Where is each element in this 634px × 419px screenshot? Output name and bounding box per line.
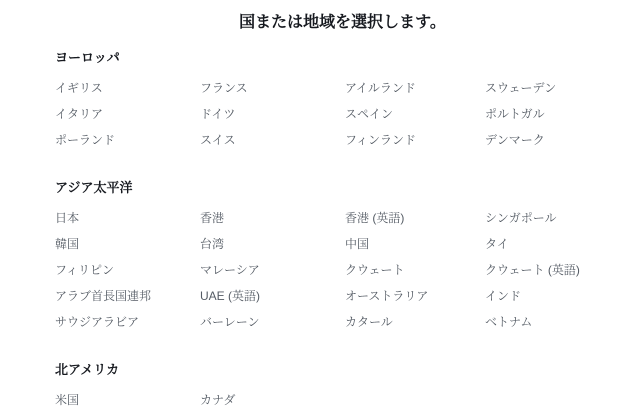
sections-container	[55, 49, 630, 413]
country-link[interactable]: クウェート (英語)	[485, 263, 580, 277]
region-heading: アジア太平洋	[55, 180, 133, 195]
page-title: 国または地域を選択します。	[239, 14, 446, 31]
country-link[interactable]: カタール	[345, 315, 393, 329]
country-link[interactable]: アラブ首長国連邦	[55, 289, 152, 303]
country-link[interactable]: シンガポール	[485, 211, 557, 225]
country-link[interactable]: 米国	[55, 393, 80, 407]
country-link[interactable]: クウェート	[345, 263, 405, 277]
country-link[interactable]: フィリピン	[55, 263, 115, 277]
country-link[interactable]: ドイツ	[200, 107, 236, 121]
country-link[interactable]: フランス	[200, 81, 248, 95]
country-link[interactable]: 中国	[345, 237, 370, 251]
country-link[interactable]: フィンランド	[345, 133, 417, 147]
country-link[interactable]: UAE (英語)	[200, 289, 261, 303]
country-link[interactable]: デンマーク	[485, 133, 545, 147]
country-links-grid	[55, 75, 630, 153]
country-links-grid	[55, 387, 630, 413]
country-link[interactable]: 韓国	[55, 237, 80, 251]
region-heading: 北アメリカ	[55, 362, 120, 377]
country-link[interactable]: アイルランド	[345, 81, 416, 95]
country-link[interactable]: ポーランド	[55, 133, 116, 147]
country-link[interactable]: 香港 (英語)	[345, 211, 405, 225]
country-link[interactable]: サウジアラビア	[55, 315, 140, 329]
country-link[interactable]: オーストラリア	[345, 289, 429, 303]
country-link[interactable]: 台湾	[200, 237, 225, 251]
country-link[interactable]: ポルトガル	[485, 107, 545, 121]
country-links-grid	[55, 205, 630, 335]
country-link[interactable]: インド	[485, 289, 522, 303]
country-link[interactable]: マレーシア	[200, 263, 260, 277]
region-section	[55, 179, 630, 335]
country-link[interactable]: イタリア	[55, 107, 104, 121]
country-link[interactable]: バーレーン	[200, 315, 260, 329]
country-link[interactable]: 日本	[55, 211, 80, 225]
region-section	[55, 361, 630, 413]
country-link[interactable]: スイス	[200, 133, 236, 147]
region-section	[55, 49, 630, 153]
region-heading: ヨーロッパ	[55, 50, 120, 65]
country-link[interactable]: タイ	[485, 237, 509, 251]
country-link[interactable]: カナダ	[200, 393, 236, 407]
country-link[interactable]: イギリス	[55, 81, 103, 95]
country-link[interactable]: ベトナム	[485, 315, 533, 329]
country-link[interactable]: 香港	[200, 211, 225, 225]
country-link[interactable]: スウェーデン	[485, 81, 557, 95]
country-link[interactable]: スペイン	[345, 107, 394, 121]
